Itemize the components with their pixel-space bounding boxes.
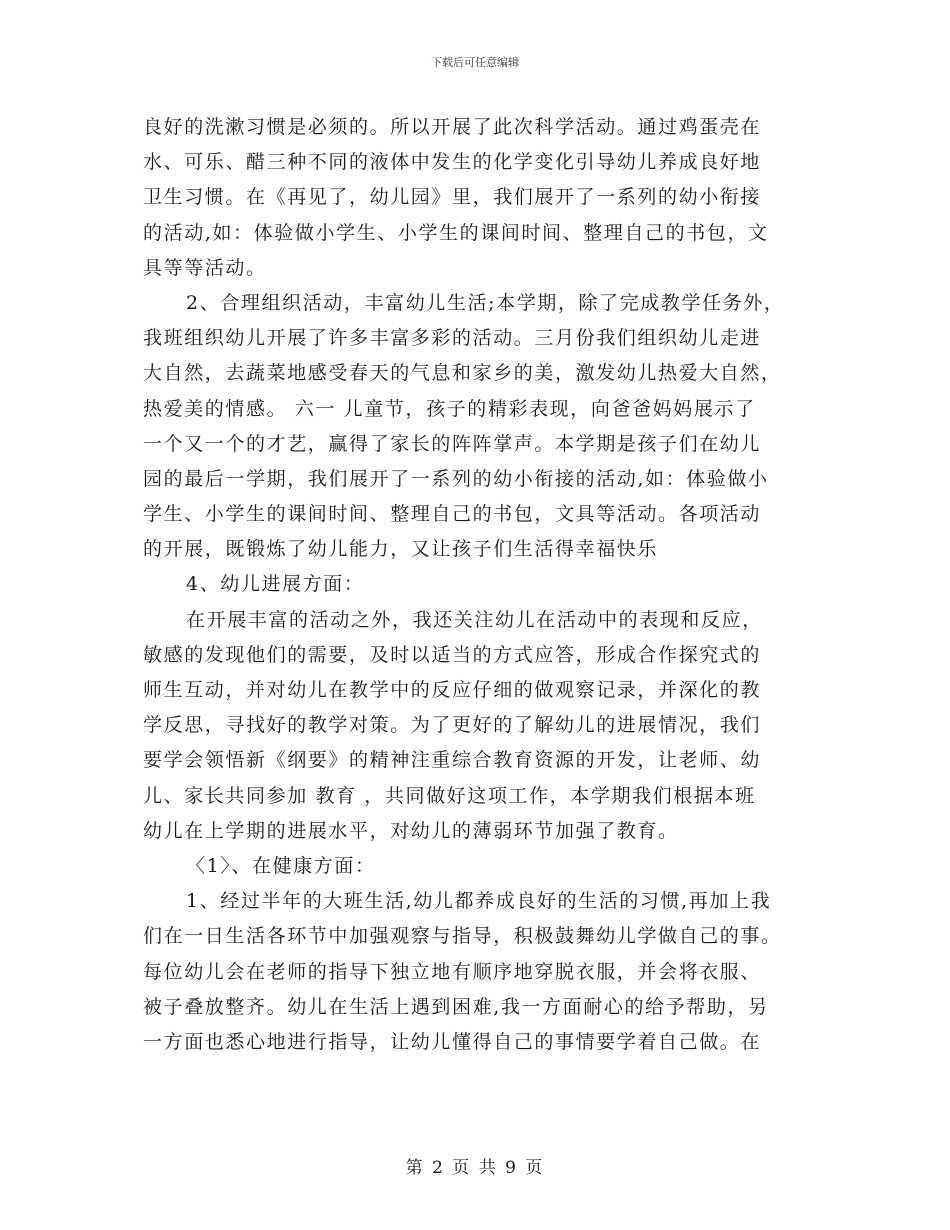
paragraph	[143, 884, 811, 1060]
paragraph	[143, 110, 811, 286]
text-line: 1、经过半年的大班生活,幼儿都养成良好的生活的习惯,再加上我	[186, 890, 772, 913]
page-header: 下载后可任意编辑	[431, 56, 519, 69]
text-line: 学反思，寻找好的教学对策。为了更好的了解幼儿的进展情况，我们	[143, 714, 762, 737]
text-line: 敏感的发现他们的需要，及时以适当的方式应答，形成合作探究式的	[143, 643, 762, 666]
text-line: 热爱美的情感。 六一 儿童节，孩子的精彩表现，向爸爸妈妈展示了	[143, 397, 756, 420]
text-line: 在开展丰富的活动之外，我还关注幼儿在活动中的表现和反应，	[186, 608, 763, 631]
text-line: 大自然，去蔬菜地感受春天的气息和家乡的美，激发幼儿热爱大自然，	[143, 362, 782, 385]
text-line: 一方面也悉心地进行指导，让幼儿懂得自己的事情要学着自己做。在	[143, 1030, 762, 1053]
text-line: 儿、家长共同参加 教育 ，共同做好这项工作，本学期我们根据本班	[143, 784, 756, 807]
text-line: 良好的洗漱习惯是必须的。所以开展了此次科学活动。通过鸡蛋壳在	[143, 116, 762, 138]
text-line: 2、合理组织活动，丰富幼儿生活;本学期，除了完成教学任务外，	[186, 291, 785, 314]
text-line: 具等等活动。	[143, 256, 267, 279]
text-line: 们在一日生活各环节中加强观察与指导，积极鼓舞幼儿学做自己的事。	[143, 925, 782, 948]
text-line: 园的最后一学期，我们展开了一系列的幼小衔接的活动,如：体验做小	[143, 467, 769, 490]
text-line: 卫生习惯。在《再见了，幼儿园》里，我们展开了一系列的幼小衔接	[143, 186, 762, 209]
text-line: 一个又一个的才艺，赢得了家长的阵阵掌声。本学期是孩子们在幼儿	[143, 432, 762, 455]
text-line: 4、幼儿进展方面：	[186, 573, 365, 596]
text-line: 的活动,如：体验做小学生、小学生的课间时间、整理自己的书包，文	[143, 221, 769, 244]
text-line: 要学会领悟新《纲要》的精神注重综合教育资源的开发，让老师、幼	[143, 749, 762, 772]
text-line: 被子叠放整齐。幼儿在生活上遇到困难,我一方面耐心的给予帮助，另	[143, 995, 769, 1018]
text-line: 每位幼儿会在老师的指导下独立地有顺序地穿脱衣服，并会将衣服、	[143, 960, 762, 983]
paragraph	[143, 603, 811, 849]
text-line: 〈1〉、在健康方面：	[186, 854, 376, 877]
document-body	[143, 110, 811, 1060]
text-line: 学生、小学生的课间时间、整理自己的书包，文具等活动。各项活动	[143, 503, 762, 526]
text-line: 我班组织幼儿开展了许多丰富多彩的活动。三月份我们组织幼儿走进	[143, 327, 762, 350]
page-number: 第 2 页 共 9 页	[405, 1158, 545, 1178]
paragraph	[143, 567, 811, 602]
text-line: 水、可乐、醋三种不同的液体中发生的化学变化引导幼儿养成良好地	[143, 151, 762, 174]
text-line: 幼儿在上学期的进展水平，对幼儿的薄弱环节加强了教育。	[143, 819, 679, 842]
text-line: 师生互动，并对幼儿在教学中的反应仔细的做观察记录，并深化的教	[143, 679, 762, 701]
paragraph	[143, 849, 811, 884]
paragraph	[143, 286, 811, 568]
text-line: 的开展，既锻炼了幼儿能力，又让孩子们生活得幸福快乐	[143, 538, 659, 561]
